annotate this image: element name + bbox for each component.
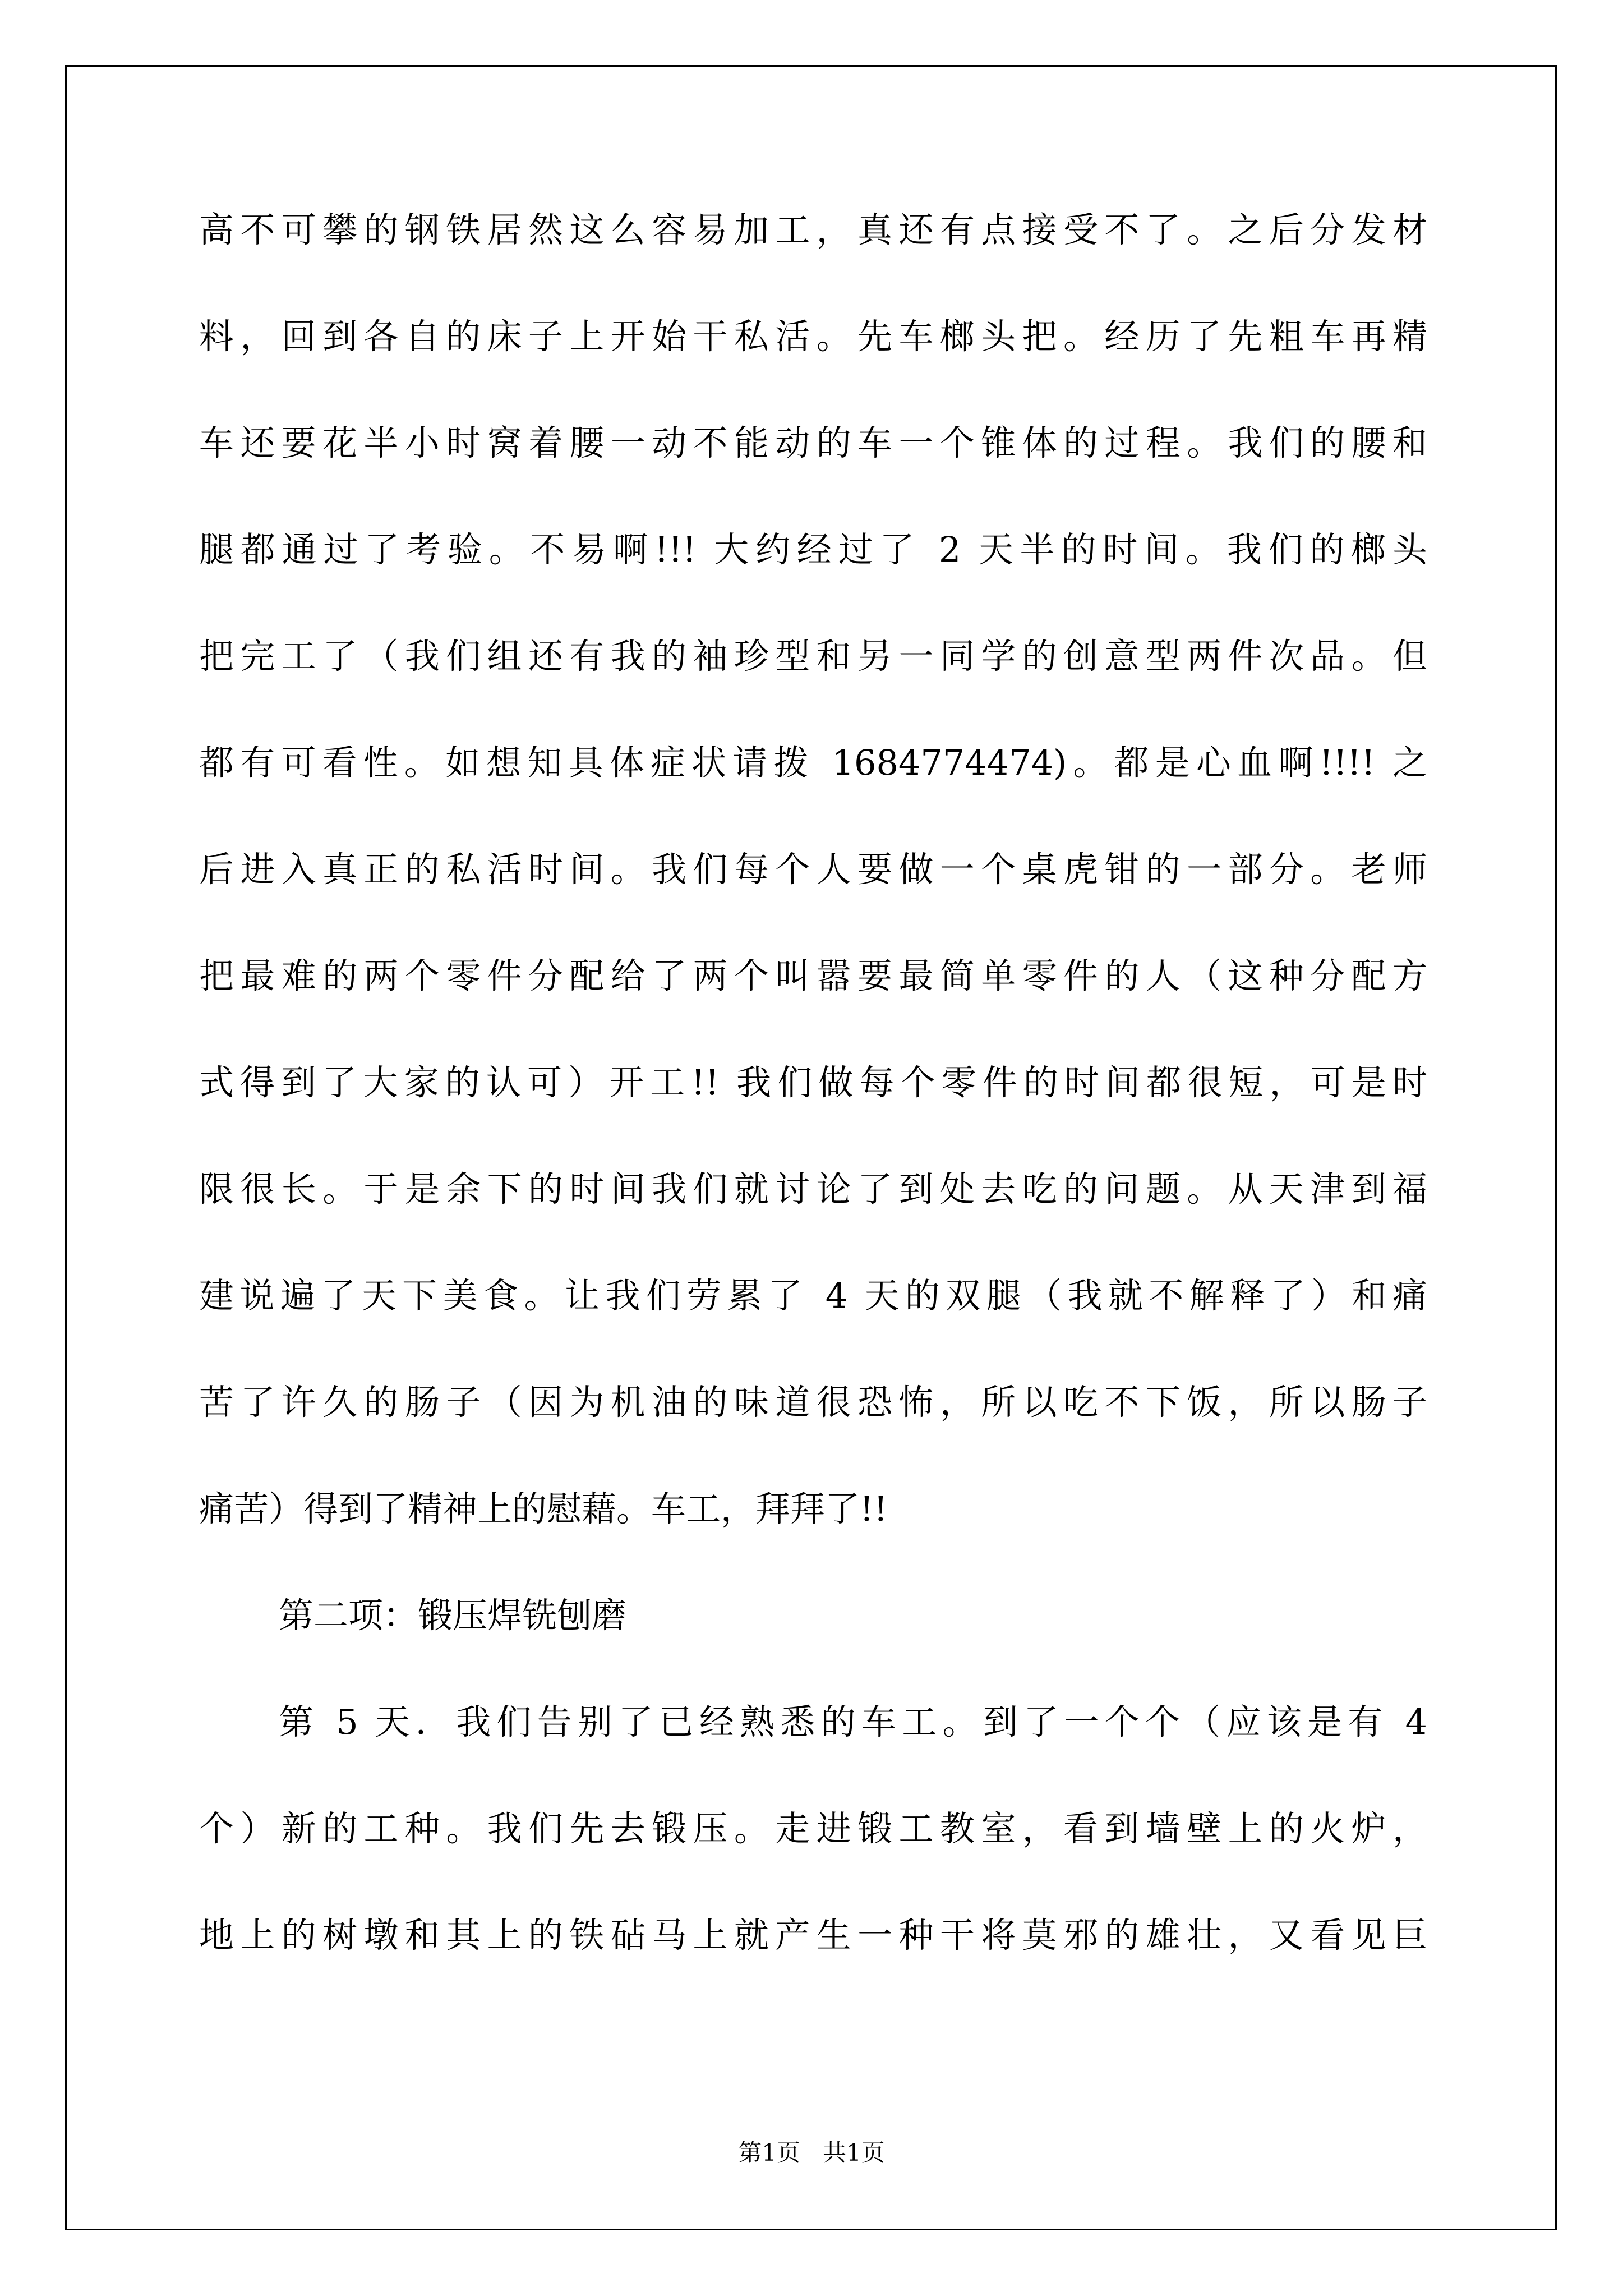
paragraph-line: 地上的树墩和其上的铁砧马上就产生一种干将莫邪的雄壮，又看见巨 (199, 1915, 1427, 1955)
paragraph-line: 苦了许久的肠子（因为机油的味道很恐怖，所以吃不下饭，所以肠子 (199, 1382, 1427, 1423)
paragraph-line: 高不可攀的钢铁居然这么容易加工，真还有点接受不了。之后分发材 (199, 209, 1427, 250)
paragraph-line: 料，回到各自的床子上开始干私活。先车榔头把。经历了先粗车再精 (199, 316, 1427, 357)
document-body (199, 208, 1427, 2019)
section-heading: 第二项：锻压焊铣刨磨 (279, 1595, 627, 1636)
paragraph-line: 式得到了大家的认可）开工!! 我们做每个零件的时间都很短，可是时 (199, 1062, 1427, 1103)
paragraph-line: 后进入真正的私活时间。我们每个人要做一个桌虎钳的一部分。老师 (199, 849, 1427, 890)
page-footer: 第1页 共1页 (738, 2139, 885, 2166)
paragraph-line: 车还要花半小时窝着腰一动不能动的车一个锥体的过程。我们的腰和 (199, 422, 1427, 463)
paragraph-line: 个）新的工种。我们先去锻压。走进锻工教室，看到墙壁上的火炉， (199, 1808, 1427, 1849)
paragraph-line: 把完工了（我们组还有我的袖珍型和另一同学的创意型两件次品。但 (199, 636, 1427, 677)
paragraph-line: 限很长。于是余下的时间我们就讨论了到处去吃的问题。从天津到福 (199, 1168, 1427, 1209)
paragraph-line: 建说遍了天下美食。让我们劳累了 4 天的双腿（我就不解释了）和痛 (199, 1275, 1427, 1316)
paragraph-line: 痛苦）得到了精神上的慰藉。车工，拜拜了!! (199, 1488, 888, 1529)
paragraph-line: 腿都通过了考验。不易啊!!! 大约经过了 2 天半的时间。我们的榔头 (199, 529, 1427, 570)
paragraph-line: 把最难的两个零件分配给了两个叫嚣要最简单零件的人（这种分配方 (199, 955, 1427, 996)
paragraph-line: 都有可看性。如想知具体症状请拨 1684774474)。都是心血啊!!!! 之 (199, 742, 1427, 783)
paragraph-line: 第 5 天．我们告别了已经熟悉的车工。到了一个个（应该是有 4 (279, 1701, 1427, 1742)
